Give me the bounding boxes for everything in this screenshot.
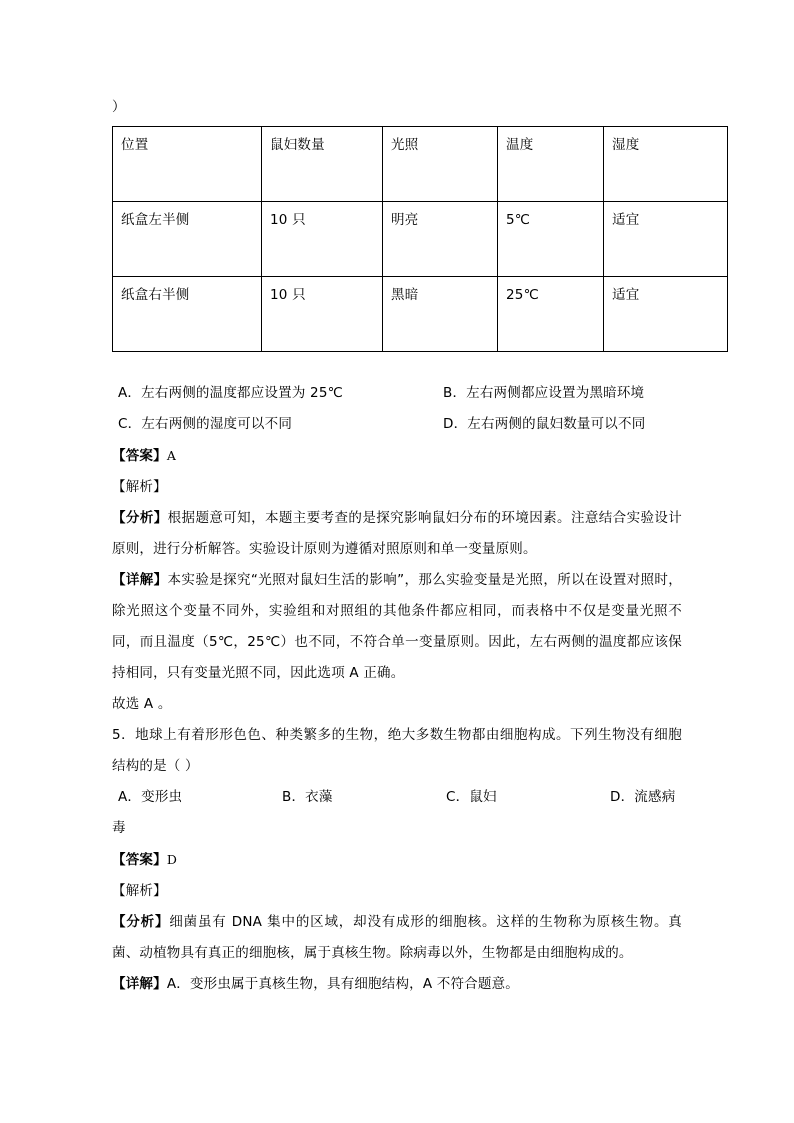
q4-option-d[interactable]: D．左右两侧的鼠妇数量可以不同: [443, 416, 646, 432]
stray-paren: ）: [112, 99, 126, 115]
table-cell: 纸盒左半侧: [113, 202, 262, 277]
table-cell: 5℃: [498, 202, 604, 277]
q5-option-d[interactable]: D．流感病: [610, 789, 676, 805]
q4-conclusion: 故选 A 。: [112, 696, 172, 712]
table-header-cell-light: 光照: [383, 127, 498, 202]
q4-answer-value: A: [166, 448, 177, 463]
q4-option-a[interactable]: A．左右两侧的温度都应设置为 25℃: [118, 385, 343, 401]
table-cell: 明亮: [383, 202, 498, 277]
table-header-cell-temperature: 温度: [498, 127, 604, 202]
q5-number: 5．: [112, 727, 136, 743]
q5-detail-text: A．变形虫属于真核生物，具有细胞结构，A 不符合题意。: [166, 976, 519, 992]
q4-option-row-1: [112, 378, 682, 409]
spacer: [112, 352, 682, 378]
q5-answer-label: 【答案】: [112, 852, 167, 868]
table-header-cell-humidity: 湿度: [604, 127, 728, 202]
q5-analysis-text: 细菌虽有 DNA 集中的区域，却没有成形的细胞核。这样的生物称为原核生物。真菌、动植物具有真正的细胞核，属于真核生物。除病毒以外，生物都是由细胞构成的。: [112, 914, 682, 961]
table-cell: 适宜: [604, 202, 728, 277]
q5-analysis-label: 【分析】: [112, 914, 170, 930]
q4-analysis-text: 根据题意可知，本题主要考查的是探究影响鼠妇分布的环境因素。注意结合实验设计原则，进行分析解答。实验设计原则为遵循对照原则和单一变量原则。: [112, 510, 682, 557]
q4-explain-header: 【解析】: [112, 479, 167, 495]
q5-explain-header: 【解析】: [112, 883, 167, 899]
q5-option-c[interactable]: C．鼠妇: [446, 789, 497, 805]
table-cell: 10 只: [262, 277, 383, 352]
q4-detail: [112, 565, 682, 689]
q4-option-c[interactable]: C．左右两侧的湿度可以不同: [118, 416, 293, 432]
q4-answer-label: 【答案】: [112, 448, 167, 464]
table-cell: 25℃: [498, 277, 604, 352]
table-cell: 适宜: [604, 277, 728, 352]
q5-option-row: [112, 782, 682, 813]
q5-analysis: [112, 907, 682, 969]
q5-answer-value: D: [166, 852, 178, 867]
table-cell: 10 只: [262, 202, 383, 277]
q4-analysis: [112, 503, 682, 565]
table-header-cell-count: 鼠妇数量: [262, 127, 383, 202]
table-row: [113, 202, 728, 277]
q5-option-a[interactable]: A．变形虫: [118, 789, 183, 805]
q5-detail-label: 【详解】: [112, 976, 167, 992]
q4-analysis-label: 【分析】: [112, 510, 168, 526]
table-row: [113, 277, 728, 352]
q4-detail-label: 【详解】: [112, 572, 168, 588]
q4-answer-line: [112, 440, 682, 472]
page-content: [112, 92, 682, 1000]
q5-option-d-wrap: 毒: [112, 820, 126, 836]
table-header-row: [113, 127, 728, 202]
table-cell: 纸盒右半侧: [113, 277, 262, 352]
table-header-cell-position: 位置: [113, 127, 262, 202]
q5-answer-line: [112, 844, 682, 876]
q5-option-b[interactable]: B．衣藻: [282, 789, 333, 805]
table-cell: 黑暗: [383, 277, 498, 352]
q5-stem: [112, 720, 682, 782]
q5-detail: [112, 969, 682, 1000]
experiment-table: [112, 126, 728, 352]
q4-detail-text: 本实验是探究“光照对鼠妇生活的影响”，那么实验变量是光照，所以在设置对照时，除光照这个变量不同外，实验组和对照组的其他条件都应相同，而表格中不仅是变量光照不同，而且温度（5℃，25℃）也不同，不符合单一变量原则。因此，左右两侧的温度都应该保持相同，只有变量光照不同，因此选项 A 正确。: [112, 572, 682, 681]
q4-option-row-2: [112, 409, 682, 440]
q5-stem-text: 地球上有着形形色色、种类繁多的生物，绝大多数生物都由细胞构成。下列生物没有细胞结构的是（ ）: [112, 727, 682, 774]
q4-option-b[interactable]: B．左右两侧都应设置为黑暗环境: [443, 385, 645, 401]
